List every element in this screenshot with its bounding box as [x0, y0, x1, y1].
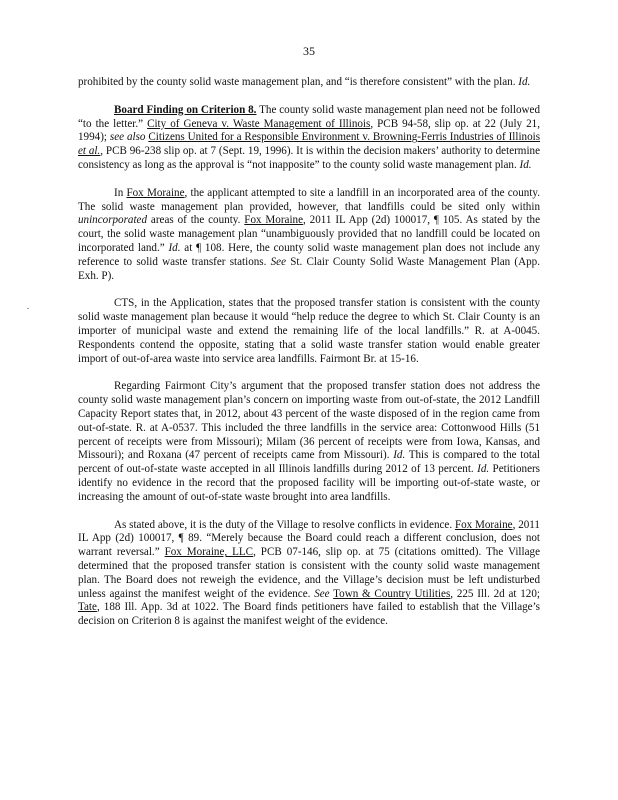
section-heading: Board Finding on Criterion 8.	[114, 103, 257, 116]
paragraph-cts-application: CTS, in the Application, states that the proposed transfer station is consistent with the county solid waste management plan because it would “help reduce the degree to which St. Clair County is an importer of municipal waste and extend the remaining life of the local landfills.” R. at A-0045. Respondents contend the opposite, stating that a solid waste transfer station would enable greater import of out-of-area waste into service area landfills. Fairmont Br. at 15-16.	[78, 297, 540, 365]
case-citation: Citizens United for a Responsible Environment v. Browning-Ferris Industries of Illinois	[148, 131, 541, 144]
paragraph-fox-moraine: In Fox Moraine, the applicant attempted to site a landfill in an incorporated area of the county. The solid waste management plan provided, however, that landfills could be sited only within unincorporated areas of the county. Fox Moraine, 2011 IL App (2d) 100017, ¶ 105. As stated by the court, the solid waste management plan “unambiguously provided that no landfill could be located on incorporated land.” Id. at ¶ 108. Here, the county solid waste management plan does not include any reference to solid waste transfer stations. See St. Clair County Solid Waste Management Plan (App. Exh. P).	[78, 186, 541, 282]
case-citation: Fox Moraine, LLC	[164, 546, 254, 559]
case-citation: Fox Moraine	[454, 518, 513, 531]
page-number: 35	[303, 44, 315, 58]
case-citation: Fox Moraine	[244, 214, 304, 227]
paragraph-conclusion: As stated above, it is the duty of the Village to resolve conflicts in evidence. Fox Moraine, 2011 IL App (2d) 100017, ¶ 89. “Merely because the Board could reach a different conclusion, does not warrant reversal.” Fox Moraine, LLC, PCB 07-146, slip op. at 75 (citations omitted). The Village determined that the proposed transfer station is consistent with the county solid waste management plan. The Board does not reweigh the evidence, and the Village’s decision must be left undisturbed unless against the manifest weight of the evidence. See Town & Country Utilities, 225 Ill. 2d at 120; Tate, 188 Ill. App. 3d at 1022. The Board finds petitioners have failed to establish that the Village’s decision on Criterion 8 is against the manifest weight of the evidence.	[78, 518, 540, 628]
paragraph-criterion-8: Board Finding on Criterion 8. The county solid waste management plan need not be followed “to the letter.” City of Geneva v. Waste Management of Illinois, PCB 94-58, slip op. at 22 (July 21, 1994); see also Citizens United for a Responsible Environment v. Browning-Ferris Industries of Illinois et al., PCB 96-238 slip op. at 7 (Sept. 19, 1996). It is within the decision makers’ authority to determine consistency as long as the approval is “not inapposite” to the county solid waste management plan. Id.	[78, 103, 541, 171]
paragraph-continuation: prohibited by the county solid waste management plan, and “is therefore consistent” with the plan. Id.	[78, 76, 531, 88]
case-citation: Tate	[78, 601, 97, 614]
case-citation: City of Geneva v. Waste Management of Illinois	[147, 117, 371, 130]
case-citation: Fox Moraine	[126, 186, 185, 199]
paragraph-fairmont-argument: Regarding Fairmont City’s argument that the proposed transfer station does not address the county solid waste management plan’s concern on importing waste from out-of-state, the 2012 Landfill Capacity Report states that, in 2012, about 43 percent of the waste disposed of in the region came from out-of-state. R. at A-0537. This included the three landfills in the service area: Cottonwood Hills (51 percent of receipts were from Missouri); Milam (36 percent of receipts were from Iowa, Kansas, and Missouri); and Roxana (47 percent of receipts came from Missouri). Id. This is compared to the total percent of out-of-state waste accepted in all Illinois landfills during 2012 of 13 percent. Id. Petitioners identify no evidence in the record that the proposed facility will be importing out-of-state waste, or increasing the amount of out-of-state waste brought into area landfills.	[78, 380, 540, 503]
document-body	[78, 76, 540, 643]
case-citation: Town & Country Utilities	[333, 587, 451, 600]
margin-mark	[27, 308, 29, 309]
